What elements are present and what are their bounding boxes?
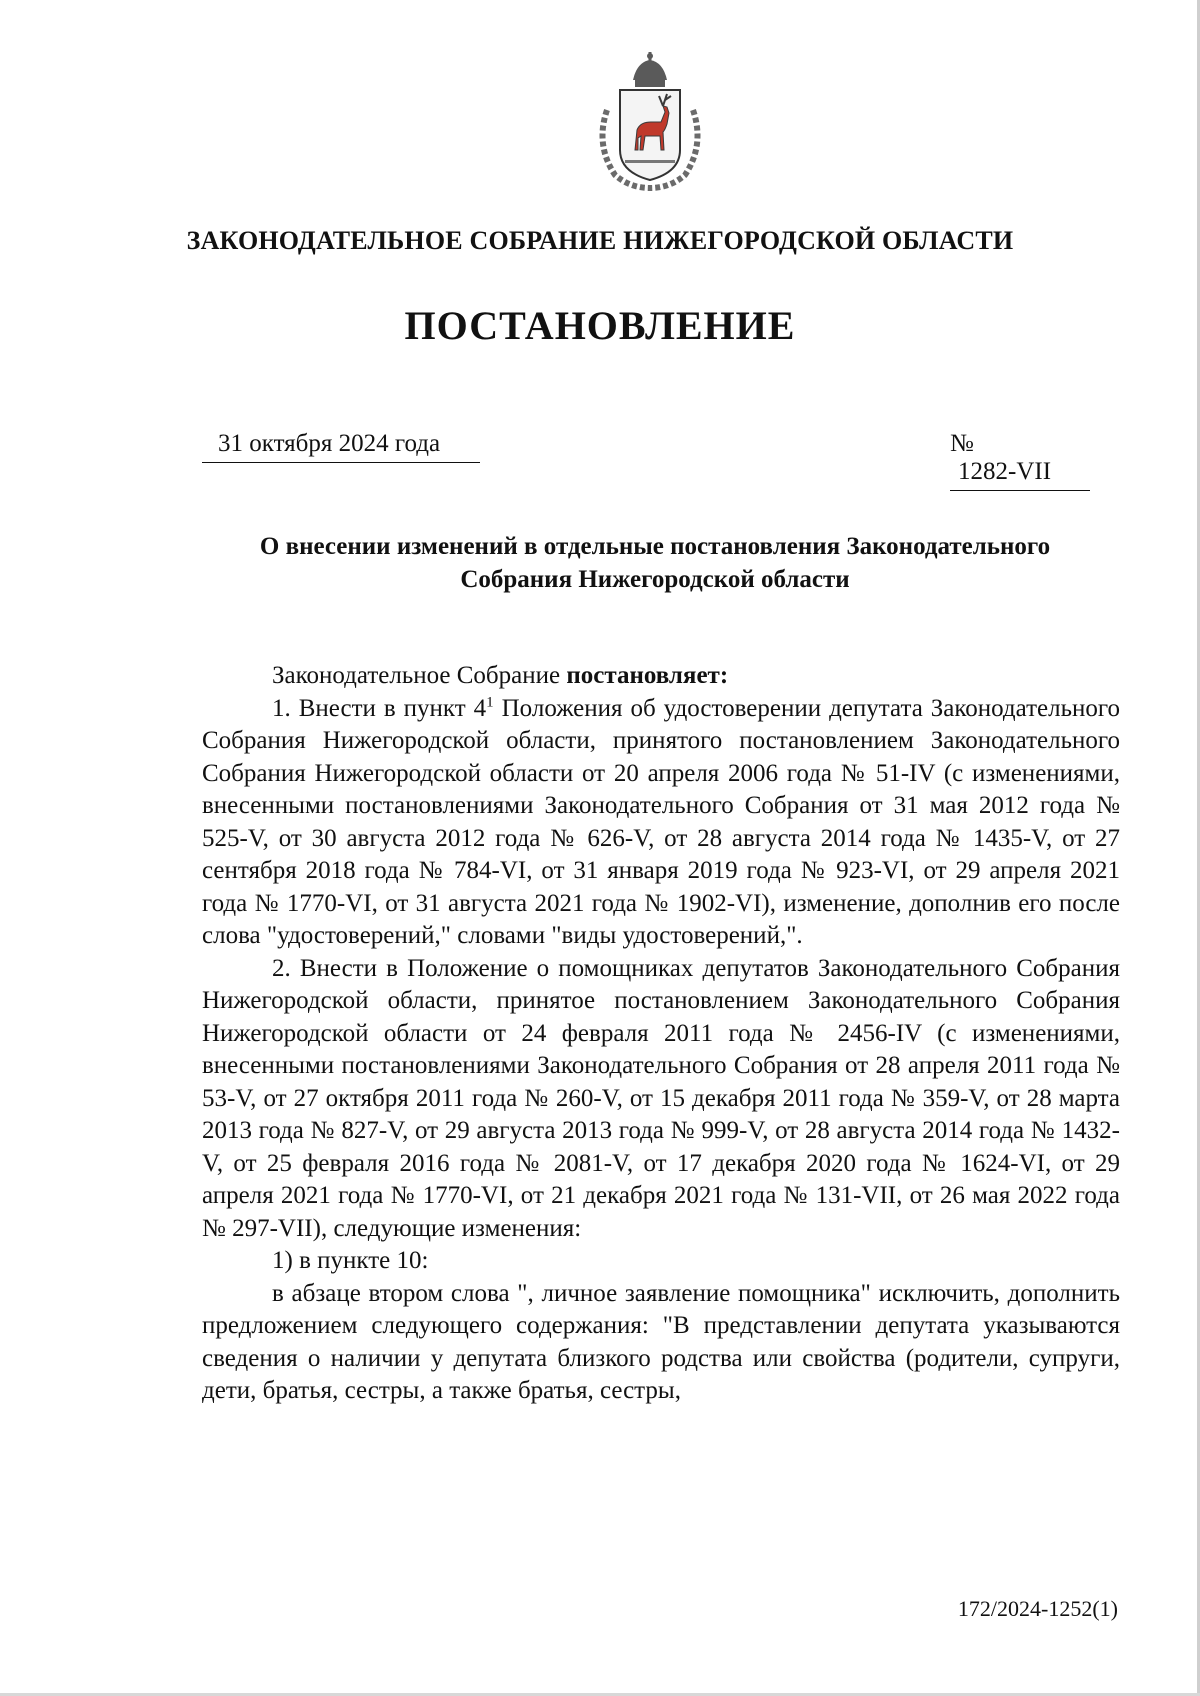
organization-title: ЗАКОНОДАТЕЛЬНОЕ СОБРАНИЕ НИЖЕГОРОДСКОЙ ОБЛАСТИ	[186, 226, 1014, 255]
document-date: 31 октября 2024 года	[202, 430, 480, 463]
number-sign: №	[950, 430, 974, 457]
paragraph-2: 2. Внести в Положение о помощниках депутатов Законодательного Собрания Нижегородской области, принятое постановлением Законодательного Собрания Нижегородской области от 24 февраля 2011 года № 2456-IV (с изменениями, внесенными постановлениями Законодательного Собрания от 28 апреля 2011 года № 53-V, от 27 октября 2011 года № 260-V, от 15 декабря 2011 года № 359-V, от 28 марта 2013 года № 827-V, от 29 августа 2013 года № 999-V, от 28 августа 2014 года № 1432-V, от 25 февраля 2016 года № 2081-V, от 17 декабря 2020 года № 1624-VI, от 29 апреля 2021 года № 1770-VI, от 21 декабря 2021 года № 131-VII, от 26 мая 2022 года № 297-VII), следующие изменения:	[202, 954, 1120, 1242]
paragraph-3: 1) в пункте 10:	[272, 1247, 429, 1274]
paragraph-4: в абзаце втором слова ", личное заявление помощника" исключить, дополнить предложением следующего содержания: "В представлении депутата указываются сведения о наличии у депутата близкого родства или свойства (родители, супруги, дети, братья, сестры, а также братья, сестры,	[202, 1279, 1120, 1404]
paragraph-1-start: 1. Внести в пункт 4	[272, 694, 487, 722]
preamble-text: Законодательное Собрание	[272, 662, 567, 689]
document-body	[202, 660, 1120, 1408]
preamble-verb: постановляет:	[566, 662, 729, 689]
footer-document-code: 172/2024-1252(1)	[957, 1596, 1118, 1621]
paragraph-1	[202, 693, 1120, 953]
document-number	[950, 430, 1118, 491]
coat-of-arms-icon	[585, 50, 715, 195]
document-type-title: ПОСТАНОВЛЕНИЕ	[404, 303, 796, 348]
paragraph-1-rest: Положения об удостоверении депутата Законодательного Собрания Нижегородской области, принятого постановлением Законодательного Собрания Нижегородской области от 20 апреля 2006 года № 51-IV (с изменениями, внесенными постановлениями Законодательного Собрания от 31 мая 2012 года № 525-V, от 30 августа 2012 года № 626-V, от 28 августа 2014 года № 1435-V, от 27 сентября 2018 года № 784-VI, от 31 января 2019 года № 923-VI, от 29 апреля 2021 года № 1770-VI, от 31 августа 2021 года № 1902-VI), изменение, дополнив его после слова "удостоверений," словами "виды удостоверений,".	[202, 694, 1120, 949]
document-subject	[190, 530, 1120, 596]
number-value: 1282-VII	[950, 458, 1090, 491]
subject-line-1: О внесении изменений в отдельные постановления Законодательного	[259, 533, 1051, 560]
subject-line-2: Собрания Нижегородской области	[460, 566, 850, 593]
paragraph-1-superscript: 1	[486, 694, 494, 711]
preamble-paragraph	[202, 660, 1120, 693]
